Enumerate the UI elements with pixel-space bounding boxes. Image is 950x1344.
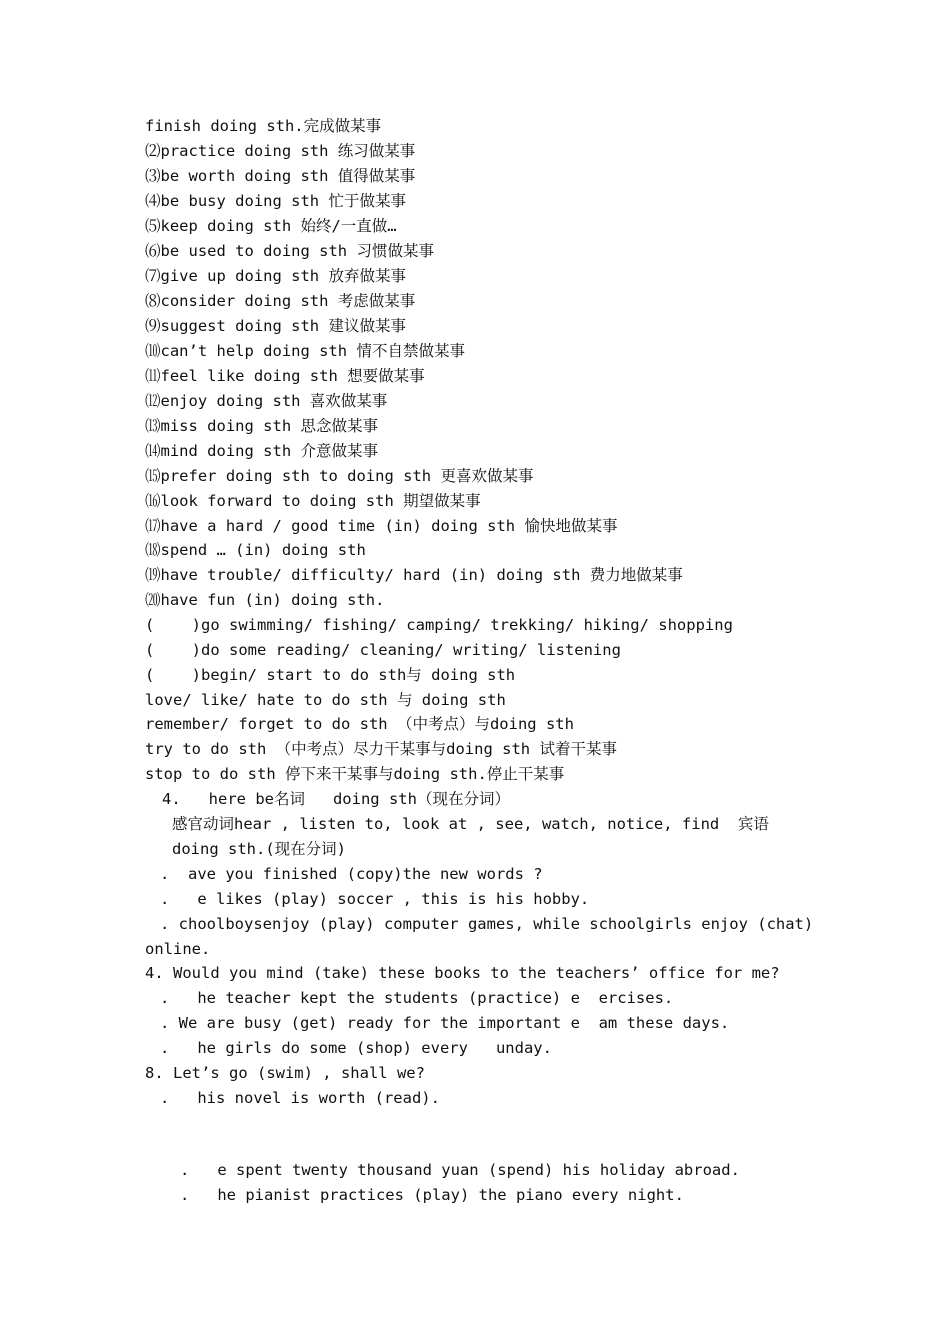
text-line: ⑺give up doing sth 放弃做某事 [145, 267, 406, 285]
exercise-line: 4. Would you mind (take) these books to the teachers’ office for me? [145, 964, 780, 982]
text-line: ⑾feel like doing sth 想要做某事 [145, 367, 425, 385]
text-line: remember/ forget to do sth （中考点）与doing sth [145, 715, 574, 733]
text-line: ⑼suggest doing sth 建议做某事 [145, 317, 406, 335]
exercise-line: . e spent twenty thousand yuan (spend) his holiday abroad. [180, 1161, 740, 1179]
text-line: ⒁mind doing sth 介意做某事 [145, 442, 378, 460]
text-line: ⒆have trouble/ difficulty/ hard (in) doing sth 费力地做某事 [145, 566, 683, 584]
exercise-line: 8. Let’s go (swim) , shall we? [145, 1064, 425, 1082]
text-line: ( )do some reading/ cleaning/ writing/ listening [145, 641, 621, 659]
exercise-line: . he girls do some (shop) every unday. [160, 1039, 552, 1057]
text-line: ⑹be used to doing sth 习惯做某事 [145, 242, 434, 260]
text-line: ⒀miss doing sth 思念做某事 [145, 417, 378, 435]
text-line: love/ like/ hate to do sth 与 doing sth [145, 691, 506, 709]
text-line: ⒄have a hard / good time (in) doing sth 愉快地做某事 [145, 517, 618, 535]
exercise-line: online. [145, 940, 211, 958]
text-line: ( )begin/ start to do sth与 doing sth [145, 666, 516, 684]
exercise-line: . he pianist practices (play) the piano every night. [180, 1186, 684, 1204]
text-line: ⒇have fun (in) doing sth. [145, 591, 385, 609]
text-line: ⒃look forward to doing sth 期望做某事 [145, 492, 481, 510]
text-line: ⒂prefer doing sth to doing sth 更喜欢做某事 [145, 467, 534, 485]
exercise-line: . e likes (play) soccer , this is his hobby. [160, 890, 590, 908]
text-line: ⑻consider doing sth 考虑做某事 [145, 292, 416, 310]
text-line: ⑽can’t help doing sth 情不自禁做某事 [145, 342, 465, 360]
text-line: ⑿enjoy doing sth 喜欢做某事 [145, 392, 388, 410]
exercise-line: . his novel is worth (read). [160, 1089, 440, 1107]
text-line: ⑵practice doing sth 练习做某事 [145, 142, 416, 160]
exercise-line: . he teacher kept the students (practice) e ercises. [160, 989, 674, 1007]
text-line: try to do sth （中考点）尽力干某事与doing sth 试着干某事 [145, 740, 617, 758]
text-line: finish doing sth.完成做某事 [145, 117, 382, 135]
text-line: 感官动词hear , listen to, look at , see, watch, notice, find 宾语 [172, 815, 769, 833]
exercise-line: . We are busy (get) ready for the important e am these days. [160, 1014, 730, 1032]
exercise-line: . ave you finished (copy)the new words ? [160, 865, 543, 883]
text-line: ⑸keep doing sth 始终/一直做… [145, 217, 397, 235]
section-heading: 4. here be名词 doing sth（现在分词） [162, 790, 510, 808]
text-line: ⒅spend … (in) doing sth [145, 541, 366, 559]
text-line: ⑶be worth doing sth 值得做某事 [145, 167, 416, 185]
text-line: stop to do sth 停下来干某事与doing sth.停止干某事 [145, 765, 565, 783]
text-line: ( )go swimming/ fishing/ camping/ trekking/ hiking/ shopping [145, 616, 733, 634]
text-line: doing sth.(现在分词) [172, 840, 346, 858]
text-line: ⑷be busy doing sth 忙于做某事 [145, 192, 406, 210]
exercise-line: . choolboysenjoy (play) computer games, while schoolgirls enjoy (chat) [160, 915, 814, 933]
